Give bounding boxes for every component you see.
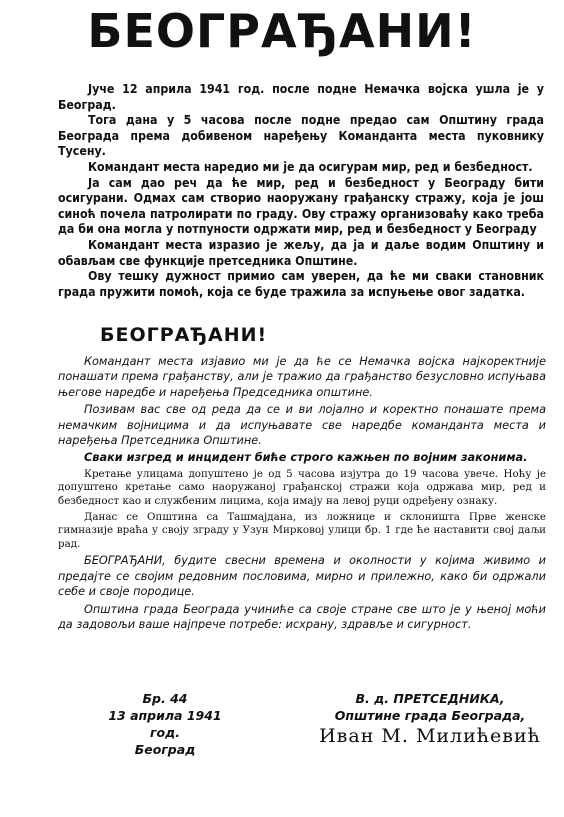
signatory-institution: Општине града Београда,: [334, 708, 526, 723]
document-place: Београд: [134, 742, 196, 757]
paragraph: Ја сам дао реч да ће мир, ред и безбедност у Београду бити осигурани. Одмах сам створио наоружану грађанску стражу, која је још синоћ почела патролирати по граду. Ову стражу организоваћу како треба да би она могла у потпуности одржати мир, ред и безбедност у Београду: [58, 175, 544, 237]
paragraph: Командант места изјавио ми је да ће се Немачка војска најкоректније понашати према грађанству, али је тражио да грађанство безусловно испуњава његове наредбе и наређења Председника општине.: [58, 355, 546, 399]
document-number: Бр. 44: [142, 691, 188, 706]
paragraph: Кретање улицама допуштено је од 5 часова изјутра до 19 часова увече. Ноћу је допуштено кретање само наоружаној грађанској стражи која одржава мир, ред и безбедност као и службеним лицима, која имају на левој руци одређену ознаку.: [58, 467, 546, 508]
signatory-name: Иван М. Милићевић: [319, 725, 541, 747]
section-2: [58, 354, 546, 634]
paragraph: БЕОГРАЂАНИ, будите свесни времена и околности у којима живимо и предајте се својим редовним пословима, мирно и прилежно, како би одржали себе и своје породице.: [58, 554, 546, 599]
paragraph: Данас се Општина са Ташмајдана, из ложнице и склоништа Прве женске гимназије враћа у своју зграду у Узун Мирковој улици бр. 1 где ће наставити свој даљи рад.: [58, 510, 546, 550]
paragraph: Тога дана у 5 часова после подне предао сам Општину града Београда према добивеном наређењу Команданта места пуковнику Тусену.: [58, 113, 544, 159]
document-reference: [95, 690, 235, 758]
paragraph: Сваки изгред и инцидент биће строго кажњен по војним законима.: [84, 451, 528, 465]
paragraph: Командант места наредио ми је да осигурам мир, ред и безбедност.: [88, 159, 533, 174]
headline: БЕОГРАЂАНИ!: [87, 4, 477, 58]
section-1: [58, 82, 544, 300]
subheadline: БЕОГРАЂАНИ!: [100, 324, 268, 346]
paragraph: Општина града Београда учиниће са своје стране све што је у њеној моћи да задовољи ваше најпрече потребе: исхрану, здравље и сигурност.: [58, 602, 546, 632]
document-date: 13 априла 1941 год.: [108, 708, 222, 740]
signature-block: [310, 690, 550, 745]
signatory-title: В. д. ПРЕТСЕДНИКА,: [355, 691, 505, 706]
paragraph: Ову тешку дужност примио сам уверен, да ће ми сваки становник града пружити помоћ, која се буде тражила за испуњење овог задатка.: [58, 269, 544, 299]
paragraph: Командант места изразио је жељу, да ја и даље водим Општину и обављам све функције претседника Општине.: [58, 237, 544, 268]
paragraph: Позивам вас све од реда да се и ви лојално и коректно понашате према немачким војницима и да испуњавате све наредбе команданта места и наређења Претседника Општине.: [58, 403, 546, 448]
paragraph: Јуче 12 априла 1941 год. после подне Немачка војска ушла је у Београд.: [58, 82, 544, 112]
